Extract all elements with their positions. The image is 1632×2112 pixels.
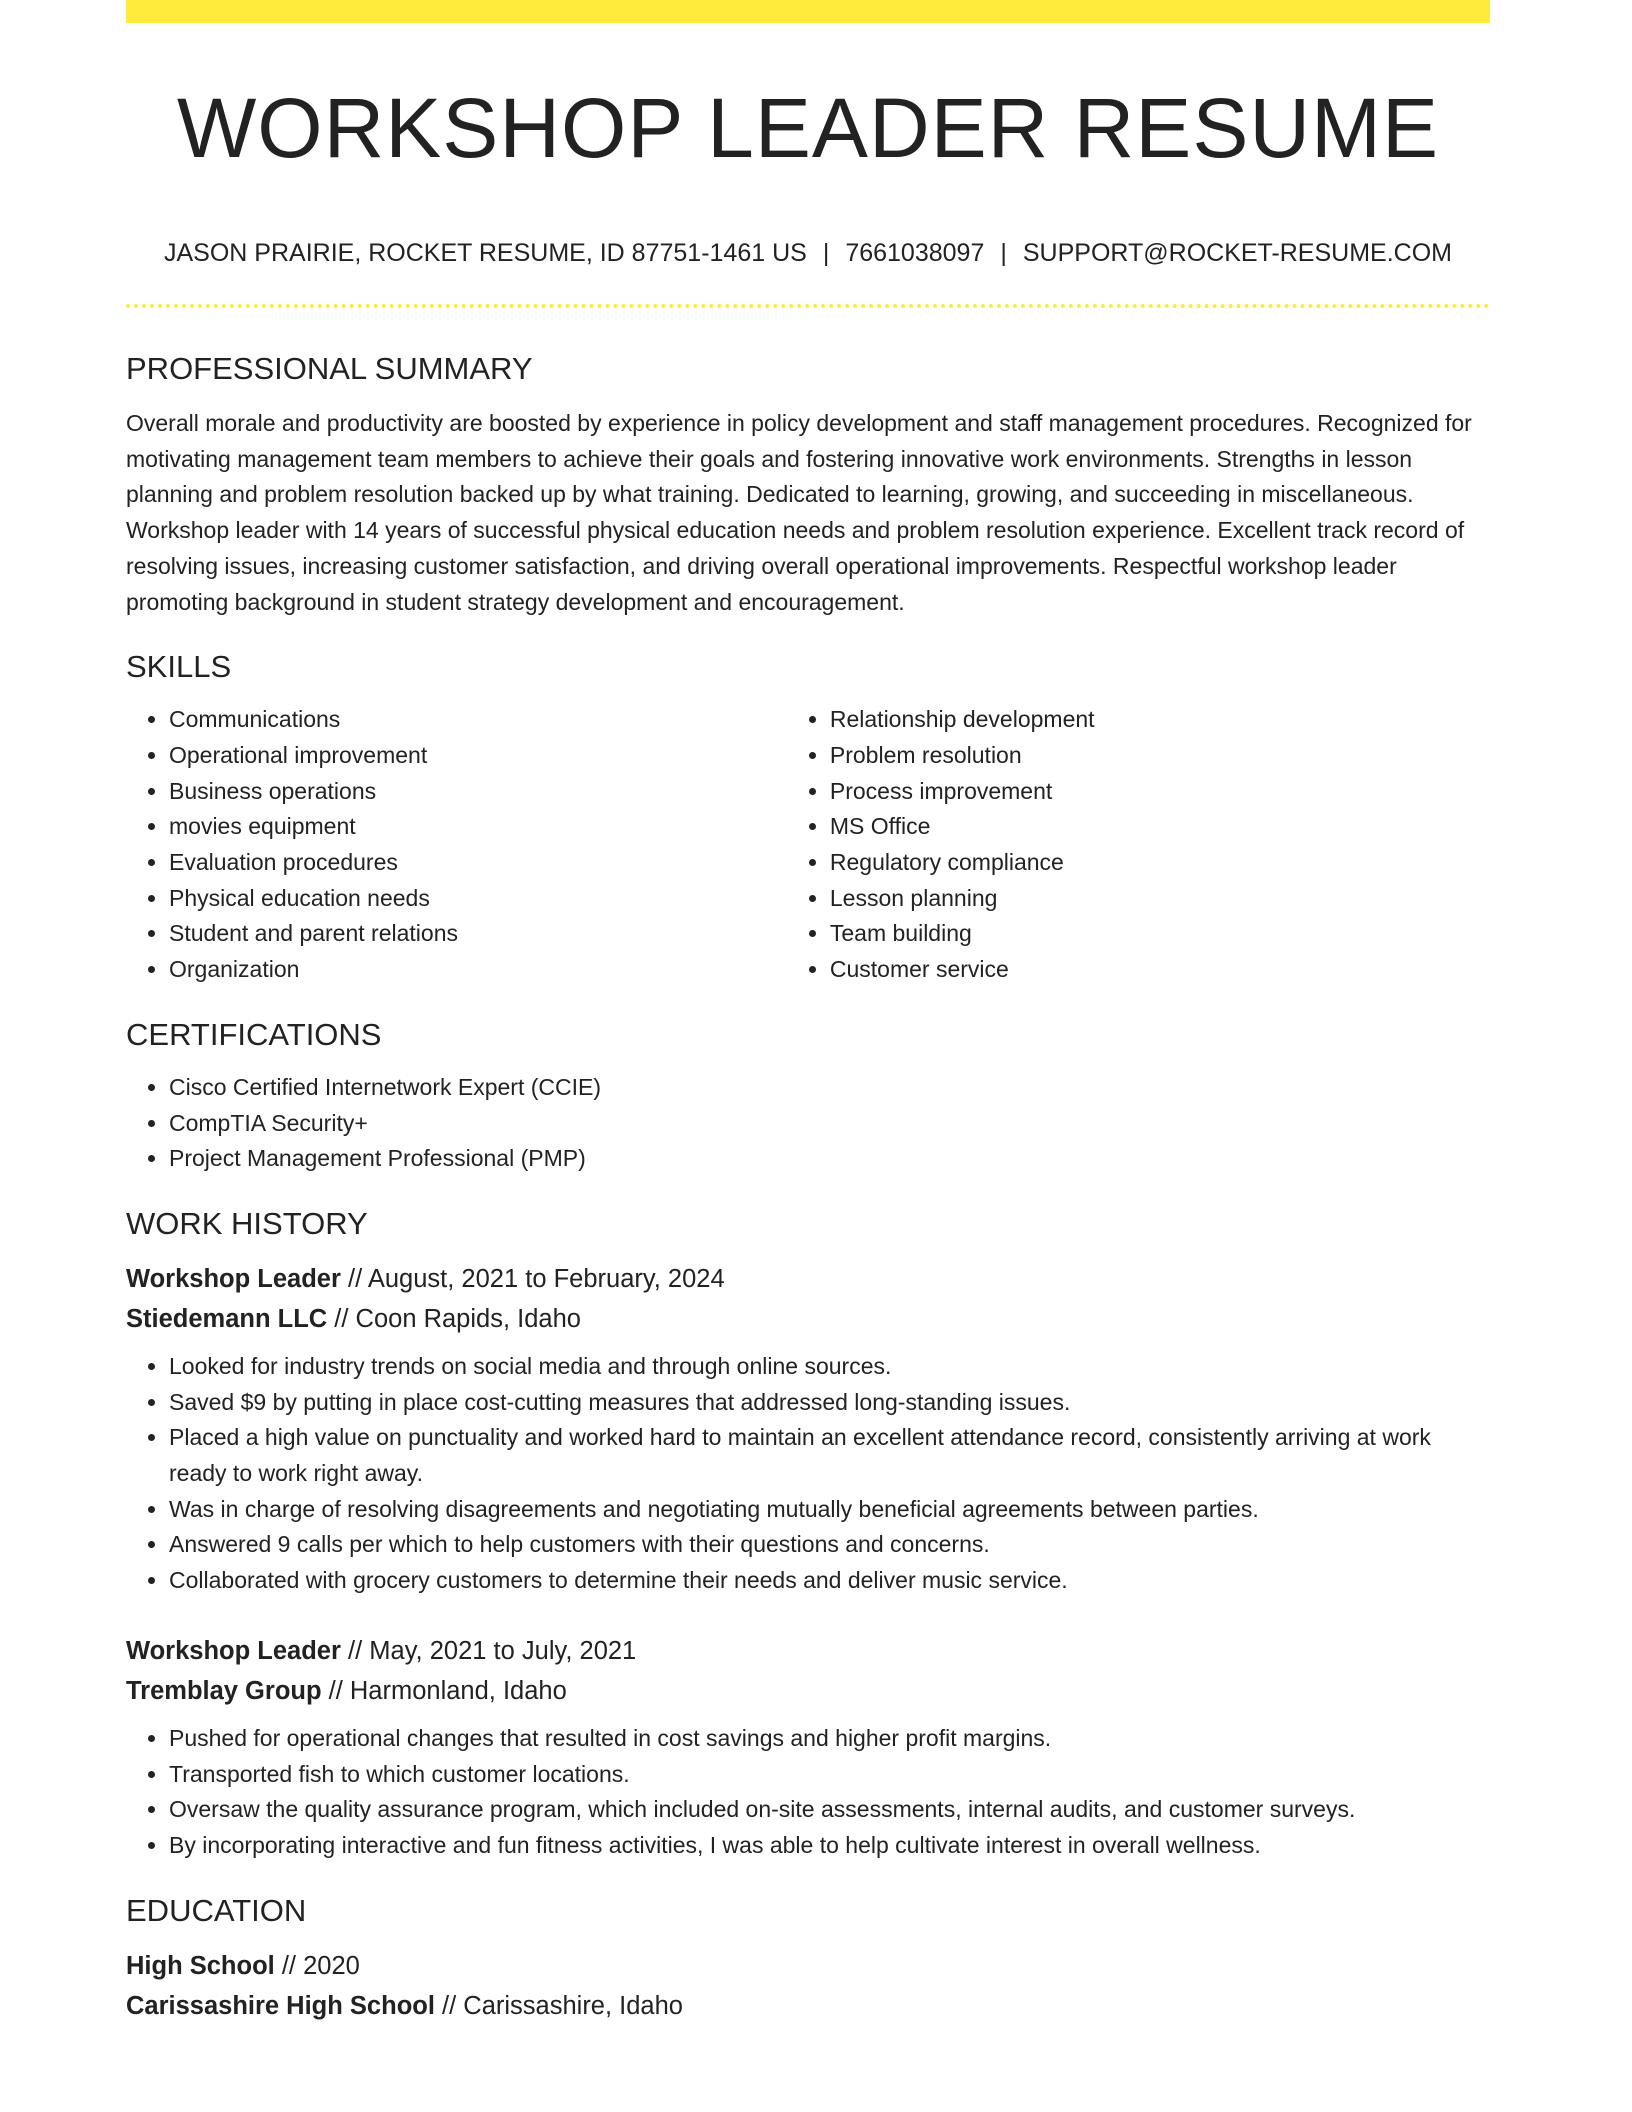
skill-item: • Physical education needs [169, 881, 787, 917]
job-title-line [126, 1259, 1490, 1299]
certifications-list [126, 1070, 1490, 1177]
skills-right-list [787, 702, 1490, 988]
skill-item: • Regulatory compliance [830, 845, 1490, 881]
resume-title: WORKSHOP LEADER RESUME [176, 81, 1440, 175]
accent-bar [126, 0, 1490, 23]
job-title: Workshop Leader [126, 1636, 341, 1665]
summary-heading: PROFESSIONAL SUMMARY [126, 351, 533, 386]
job-bullet: • Looked for industry trends on social media and through online sources. [169, 1349, 1490, 1385]
job-entry [126, 1259, 1490, 1599]
skill-item: • Team building [830, 916, 1490, 952]
contact-address: JASON PRAIRIE, ROCKET RESUME, ID 87751-1461 US [164, 239, 807, 267]
education-location: // Carissashire, Idaho [442, 1991, 683, 2020]
job-bullets [126, 1349, 1490, 1599]
education-heading: EDUCATION [126, 1892, 307, 1928]
education-year: // 2020 [281, 1951, 360, 1980]
job-dates: // August, 2021 to February, 2024 [348, 1264, 725, 1293]
job-title-line [126, 1631, 1490, 1671]
certification-item: • Cisco Certified Internetwork Expert (CCIE) [169, 1070, 1490, 1106]
certifications-section [126, 1014, 1490, 1177]
skill-item: • MS Office [830, 809, 1490, 845]
education-section [126, 1890, 1490, 2026]
skill-item: • Problem resolution [830, 738, 1490, 774]
job-entry [126, 1631, 1490, 1864]
skill-item: • Evaluation procedures [169, 845, 787, 881]
contact-email: SUPPORT@ROCKET-RESUME.COM [1022, 239, 1452, 267]
resume-body [126, 348, 1490, 2026]
job-company: Tremblay Group [126, 1676, 322, 1705]
dotted-divider [126, 304, 1490, 308]
education-school-line [126, 1986, 1490, 2026]
job-bullet: • Pushed for operational changes that resulted in cost savings and higher profit margins. [169, 1721, 1490, 1757]
job-location: // Harmonland, Idaho [328, 1676, 567, 1705]
job-bullet: • Placed a high value on punctuality and worked hard to maintain an excellent attendance record, consistently arriving at work ready to work right away. [169, 1420, 1490, 1491]
skill-item: • Business operations [169, 774, 787, 810]
work-history-heading: WORK HISTORY [126, 1205, 368, 1241]
skill-item: • Process improvement [830, 774, 1490, 810]
job-company: Stiedemann LLC [126, 1304, 328, 1333]
work-history-section [126, 1203, 1490, 1864]
job-location: // Coon Rapids, Idaho [334, 1304, 581, 1333]
education-degree-line [126, 1946, 1490, 1986]
job-bullet: • Saved $9 by putting in place cost-cutting measures that addressed long-standing issues. [169, 1385, 1490, 1421]
skills-left-list [126, 702, 787, 988]
contact-phone: 7661038097 [845, 239, 985, 267]
job-bullet: • Answered 9 calls per which to help customers with their questions and concerns. [169, 1527, 1490, 1563]
job-dates: // May, 2021 to July, 2021 [348, 1636, 637, 1665]
education-school: Carissashire High School [126, 1991, 435, 2020]
skill-item: • Operational improvement [169, 738, 787, 774]
skill-item: • Organization [169, 952, 787, 988]
job-bullet: • Collaborated with grocery customers to determine their needs and deliver music service. [169, 1563, 1490, 1599]
summary-text: Overall morale and productivity are boosted by experience in policy development and staff management procedures. Recognized for motivating management team members to achieve their goals and fostering innovative work environments. Strengths in lesson planning and problem resolution backed up by what training. Dedicated to learning, growing, and succeeding in miscellaneous. Workshop leader with 14 years of successful physical education needs and problem resolution experience. Excellent track record of resolving issues, increasing customer satisfaction, and driving overall operational improvements. Respectful workshop leader promoting background in student strategy development and encouragement. [126, 410, 1472, 615]
contact-separator: | [822, 239, 830, 267]
skills-heading: SKILLS [126, 649, 232, 685]
skills-columns [126, 688, 1490, 988]
job-company-line [126, 1299, 1490, 1339]
certification-item: • CompTIA Security+ [169, 1106, 1490, 1142]
certification-item: • Project Management Professional (PMP) [169, 1141, 1490, 1177]
certifications-heading: CERTIFICATIONS [126, 1016, 382, 1052]
job-bullet: • Was in charge of resolving disagreements and negotiating mutually beneficial agreements between parties. [169, 1492, 1490, 1528]
education-degree: High School [126, 1951, 275, 1980]
skill-item: • Relationship development [830, 702, 1490, 738]
skill-item: • Lesson planning [830, 881, 1490, 917]
summary-section [126, 348, 1490, 620]
job-bullet: • By incorporating interactive and fun fitness activities, I was able to help cultivate interest in overall wellness. [169, 1828, 1490, 1864]
skill-item: • Student and parent relations [169, 916, 787, 952]
skill-item: • Communications [169, 702, 787, 738]
skills-section [126, 646, 1490, 988]
contact-separator: | [1000, 239, 1007, 267]
job-bullet: • Oversaw the quality assurance program, which included on-site assessments, internal audits, and customer surveys. [169, 1792, 1490, 1828]
job-title: Workshop Leader [126, 1264, 341, 1293]
job-bullet: • Transported fish to which customer locations. [169, 1757, 1490, 1793]
contact-line [0, 236, 1616, 270]
skill-item: • Customer service [830, 952, 1490, 988]
skill-item: • movies equipment [169, 809, 787, 845]
job-bullets [126, 1721, 1490, 1864]
education-entry [126, 1946, 1490, 2026]
job-company-line [126, 1671, 1490, 1711]
